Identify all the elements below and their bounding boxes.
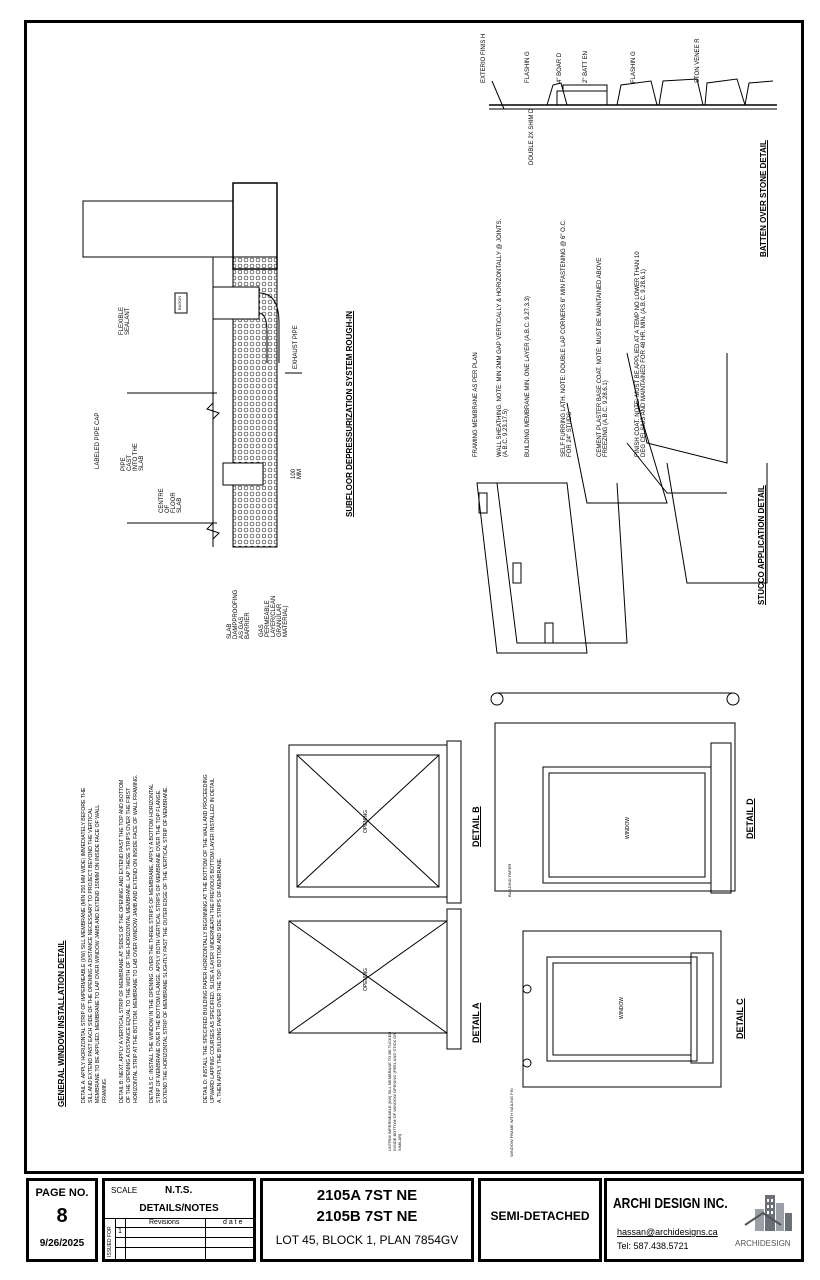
subfloor-label-gas-layer: GAS PERMEABLE LAYER(CLEAN GRANULAR MATERIAL) xyxy=(259,595,289,637)
window-label-c: WINDOW xyxy=(619,997,625,1019)
window-note-d: DETAIL D: INSTALL THE SPECIFIED BUILDING PAPER HORIZONTALLY BEGINNING AT THE BOTTOM OF THE WALL AND PROCEEDING UPWARD LAPPING COURSES AS SPECIFIED. SLIDE A LAYER UNDERNEATH THE PREVIOUS BOTTOM LAYER INSTALLED IN DETAIL A. THEN APPLY THE BUILDING PAPER OVER THE TOP, BOTTOM AND SIDE STRIPS OF MEMBRANE. xyxy=(203,774,223,1103)
row-line-3 xyxy=(115,1247,253,1248)
batten-detail-title: BATTEN OVER STONE DETAIL xyxy=(759,140,768,257)
opening-label-b: OPENING xyxy=(363,809,369,833)
revision-number: 1 xyxy=(118,1228,122,1235)
window-detail-a-drawing xyxy=(289,909,461,1049)
window-note-c: DETAILS C: INSTALL THE WINDOW IN THE OPENING. OVER THE THREE STRIPS OF MEMBRANE, APPLY A BOTTOM HORIZONTAL STRIP OF MEMBRANE OVER THE BOTTOM FLANGE. APPLY BOTH VERTICAL STRIPS OF MEMBRANE OVER THE TOP FLANGE. EXTEND THE HORIZONTAL STRIP OF MEMBRANE SLIGHTLY PAST THE OUTER EDGE OF THE VERTICAL STRIP OF MEMBRANE. xyxy=(149,784,169,1103)
window-note-a: DETAIL A: APPLY HORIZONTAL STRIP OF IMPERMEABLE (I/W) SILL MEMBRANE (MIN 250 MM WIDE) IMMEDIATELY BEFORE THE SILL AND EXTEND PAST EACH SIDE OF THE OPENING A DISTANCE NECESSARY TO PROJECT BEYOND THE VERTICAL MEMBRANE TO BE APPLIED. MEMBRANE TO LAP OVER WINDOW JAMB AND EXTEND 150MM ON INSIDE FACE OF WALL FRAMING. xyxy=(81,787,108,1103)
subfloor-label-slab: SLAB DAMPPROOFING AS GAS BARRIER xyxy=(227,589,251,639)
window-note-b: DETAIL B: NEXT, APPLY A VERTICAL STRIP OF MEMBRANE AT SIDES OF THE OPENING AND EXTEND PAST THE TOP AND BOTTOM OF THE OPENING A DISTANCE EQUAL TO THE WIDTH OF THE HORIZONTAL MEMBRANE. LAP THESE STRIPS OVER THE FIRST HORIZONTAL STRIP AT THE BOTTOM. MEMBRANE TO LAB OVER WINDOW JAMB AND EXTEND ON INSIDE FACE OF WALL FRAMING. xyxy=(119,774,139,1103)
subfloor-section-drawing xyxy=(83,183,302,547)
stucco-label-membrane: BUILDING MEMBRANE MIN. ONE LAYER (A.B.C. 9.27.3.3) xyxy=(525,296,531,457)
stucco-layers-drawing xyxy=(477,353,767,653)
subfloor-title: SUBFLOOR DEPRESSURIZATION SYSTEM ROUGH-IN xyxy=(345,310,354,517)
batten-label-stone: STON VENEE R xyxy=(695,38,701,83)
page-label: PAGE NO. xyxy=(35,1187,89,1199)
row-line-2 xyxy=(115,1237,253,1238)
detail-b-label: DETAIL B xyxy=(471,806,481,847)
issued-for-divider xyxy=(115,1218,116,1259)
stucco-label-sheathing: WALL SHEATHING. NOTE: MIN 2MM GAP VERTICALLY & HORIZONTALLY @ JOINTS. (A.B.C. 9.23.17.5) xyxy=(497,218,509,457)
batten-label-shim: DOUBLE 2X SHIM D xyxy=(529,108,535,165)
row-line-1 xyxy=(115,1227,253,1228)
stucco-title: STUCCO APPLICATION DETAIL xyxy=(757,485,766,605)
company-box xyxy=(604,1178,804,1262)
stucco-label-base-coat: CEMENT PLASTER BASE COAT. NOTE: MUST BE MAINTAINED ABOVE FREEZING (A.B.C. 9.28.6.1) xyxy=(597,257,609,457)
page-date: 9/26/2025 xyxy=(39,1238,85,1249)
logo-wordmark: ARCHIDESIGN xyxy=(735,1239,791,1248)
scale-box xyxy=(102,1178,256,1262)
sheet-title: DETAILS/NOTES xyxy=(139,1203,219,1214)
revisions-header: Revisions xyxy=(149,1219,180,1226)
window-detail-b-drawing xyxy=(289,741,461,903)
window-label-d: WINDOW xyxy=(625,817,631,839)
detail-c-label: DETAIL C xyxy=(735,998,745,1039)
scale-label: SCALE xyxy=(111,1186,138,1195)
company-email[interactable]: hassan@archidesigns.ca xyxy=(617,1227,718,1237)
svg-text:RADON: RADON xyxy=(177,295,182,311)
issued-for-label: ISSUED FOR xyxy=(107,1226,113,1257)
subfloor-label-centre: CENTRE OF FLOOR SLAB xyxy=(159,488,183,513)
page-number-box xyxy=(26,1178,98,1262)
subfloor-label-cap: LABELED PIPE CAP xyxy=(95,412,101,469)
subfloor-label-pipe-cast: PIPE CAST INTO THE SLAB xyxy=(121,443,145,471)
subfloor-label-sealant: FLEXIBLE SEALANT xyxy=(119,306,131,335)
opening-label-a: OPENING xyxy=(363,967,369,991)
detail-d-label: DETAIL D xyxy=(745,798,755,839)
company-phone: Tel: 587.438.5721 xyxy=(617,1241,689,1251)
drawing-sheet xyxy=(24,20,804,1174)
subfloor-label-mm: 100 MM xyxy=(291,468,303,479)
paper-label: BUILDING PAPER xyxy=(507,863,512,897)
archidesign-logo-icon xyxy=(743,1189,799,1235)
address-box xyxy=(260,1178,474,1262)
building-type-box xyxy=(478,1178,602,1262)
subfloor-label-exhaust: EXHAUST PIPE xyxy=(293,325,299,369)
date-header: d a t e xyxy=(223,1219,243,1226)
date-col-divider xyxy=(205,1218,206,1259)
window-notes-title: GENERAL WINDOW INSTALLATION DETAIL xyxy=(57,940,66,1107)
drawing-linework xyxy=(27,23,807,1177)
stucco-label-framing: FRAMING MEMBRANE AS PER PLAN xyxy=(473,352,479,457)
membrane-note: UNTRIM IMPERMEABLE (I/W) SILL MEMBRANE TO BE TUCKED INSIDE BOTTOM OF WINDOW OPENING (PEEL AND STICK OR SIMILAR) xyxy=(387,1031,402,1151)
address-line-2: 2105B 7ST NE xyxy=(316,1208,418,1225)
batten-over-stone-drawing xyxy=(489,79,777,109)
scale-value: N.T.S. xyxy=(165,1185,193,1196)
address-line-1: 2105A 7ST NE xyxy=(316,1187,418,1204)
batten-label-exterior: EXTERIO FINIS H xyxy=(481,33,487,83)
legal-description: LOT 45, BLOCK 1, PLAN 7854GV xyxy=(275,1233,459,1247)
batten-label-batten: 2" BATT EN xyxy=(583,51,589,83)
stucco-label-finish-coat: FINISH COAT. NOTE: MUST BE APPLIED AT A TEMP NO LOWER THAN 10 DEG CELSIUS AND MAINTAINED FOR 48 HR. MIN. (A.B.C. 9.28.6.1) xyxy=(635,251,647,457)
building-type: SEMI-DETACHED xyxy=(490,1209,590,1223)
batten-label-board: 4" BOAR D xyxy=(557,52,563,83)
detail-a-label: DETAIL A xyxy=(471,1002,481,1043)
frame-label: WINDOW FRAME WITH NAILING FIN xyxy=(509,1088,514,1157)
rev-no-divider xyxy=(125,1218,126,1259)
company-name: ARCHI DESIGN INC. xyxy=(613,1195,728,1212)
batten-label-flashing-2: FLASHIN G xyxy=(631,51,637,83)
page-number: 8 xyxy=(56,1205,68,1227)
batten-label-flashing-1: FLASHIN G xyxy=(525,51,531,83)
window-detail-d-drawing xyxy=(491,693,739,893)
stucco-label-lath: SELF FURRING LATH. NOTE: DOUBLE LAP CORNERS 6" MIN FASTENING @ 6" O.C. FOR 24" STUDS xyxy=(561,219,573,457)
